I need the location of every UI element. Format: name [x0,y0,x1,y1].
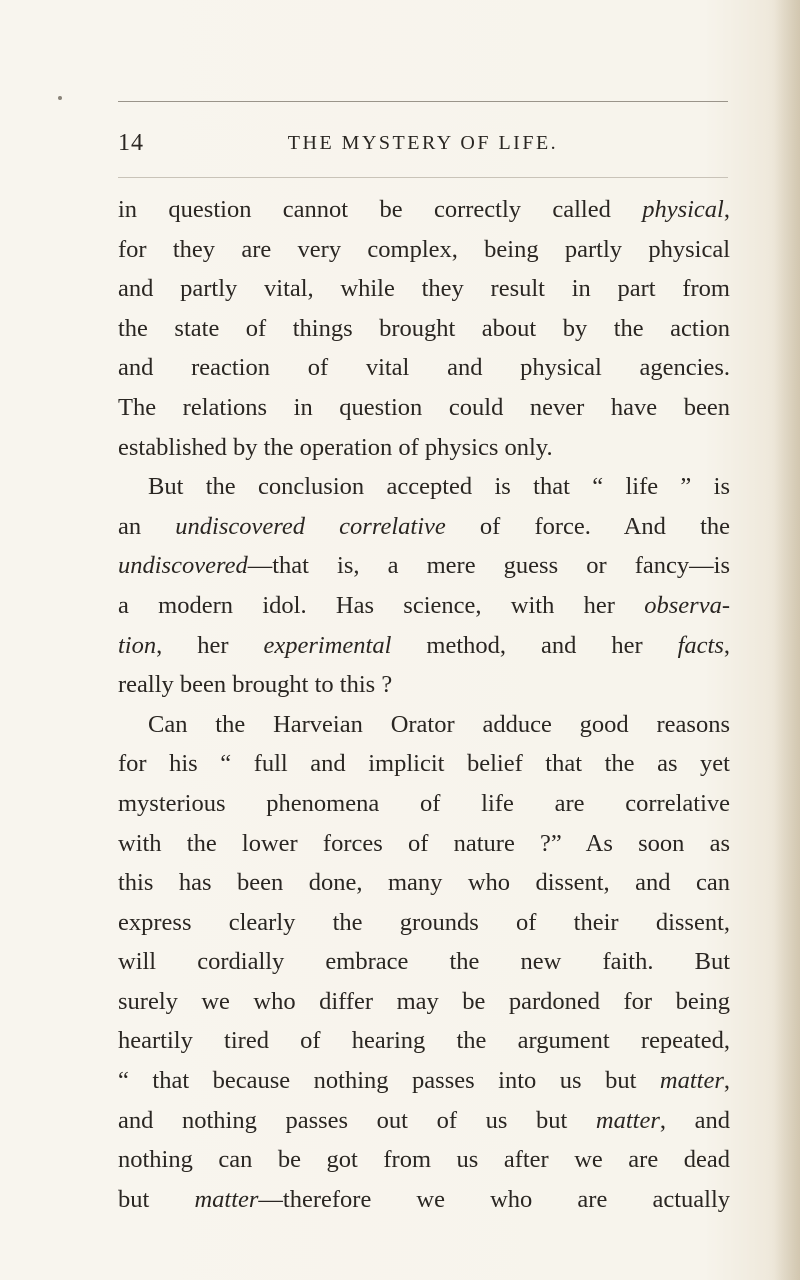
text-run: method, and her [391,631,678,659]
text-run: , [723,1067,730,1095]
text-line [118,348,730,388]
text-line [118,1140,730,1180]
text-line [118,903,730,943]
text-line [118,1180,730,1220]
text-line [118,190,730,230]
text-run: will cordially embrace the new faith. But [118,948,730,976]
text-run: , [723,196,730,223]
text-line [118,982,730,1022]
text-run: with the lower forces of nature ?” As soon as [118,829,730,857]
text-line [118,428,730,468]
italic-run: observa- [644,591,730,619]
text-run: “ that because nothing passes into us but [118,1067,660,1095]
text-line [118,1101,730,1141]
text-run: The relations in question could never have been [118,393,730,421]
text-line [118,626,730,666]
text-line [118,388,730,428]
text-run: really been brought to this ? [118,671,393,699]
header-rule-top [118,101,728,102]
text-run: express clearly the grounds of their dissent, [118,908,730,936]
text-run: —that is, a mere guess or fancy—is [247,552,730,580]
text-run: a modern idol. Has science, with her [118,591,645,619]
header-rule-bottom [118,177,728,178]
text-line [118,546,730,586]
text-run: and nothing passes out of us but [118,1106,596,1134]
text-line [118,744,730,784]
italic-run: facts [677,631,724,659]
text-line [118,784,730,824]
running-title: THE MYSTERY OF LIFE. [287,132,559,154]
text-run: , [723,631,730,659]
italic-run: matter [194,1185,259,1213]
text-run: of force. And the [445,512,731,540]
text-line [118,467,730,507]
text-line [118,1061,730,1101]
text-run: mysterious phenomena of life are correlative [118,789,730,817]
text-run: this has been done, many who dissent, and can [118,869,730,897]
text-line [118,942,730,982]
italic-run: undiscovered [118,552,248,580]
text-run: and partly vital, while they result in part from [118,275,730,303]
text-line [118,269,730,309]
text-run: established by the operation of physics only. [118,433,553,461]
text-run: Can the Harveian Orator adduce good reasons [148,710,730,738]
italic-run: matter [659,1067,724,1095]
text-line [118,665,730,705]
text-run: the state of things brought about by the action [118,314,730,342]
page-speck [58,96,62,100]
text-run: for his “ full and implicit belief that the as yet [118,750,730,778]
text-line [118,309,730,349]
page-edge-shadow [774,0,800,1280]
text-run: —therefore we who are actually [258,1185,730,1213]
text-line [118,705,730,745]
italic-run: experimental [263,631,392,659]
text-run: , and [659,1106,730,1134]
text-line [118,824,730,864]
italic-run: undiscovered correlative [175,512,446,540]
text-line [118,863,730,903]
text-run: for they are very complex, being partly physical [118,235,730,263]
body-text [118,190,730,1219]
text-line [118,1021,730,1061]
text-run: but [118,1185,195,1213]
page-number: 14 [118,130,144,156]
text-run: in question cannot be correctly called [118,196,643,223]
text-line [118,586,730,626]
text-run: nothing can be got from us after we are dead [118,1146,730,1174]
text-line [118,507,730,547]
italic-run: physical [642,196,724,223]
text-run: , her [156,631,264,659]
text-run: surely we who differ may be pardoned for being [118,987,730,1015]
italic-run: tion [118,631,157,659]
text-run: an [118,512,176,540]
running-header [118,130,728,166]
text-run: and reaction of vital and physical agencies. [118,354,730,382]
text-line [118,230,730,270]
text-run: heartily tired of hearing the argument repeated, [118,1027,730,1055]
text-run: But the conclusion accepted is that “ life ” is [148,473,730,501]
italic-run: matter [595,1106,660,1134]
